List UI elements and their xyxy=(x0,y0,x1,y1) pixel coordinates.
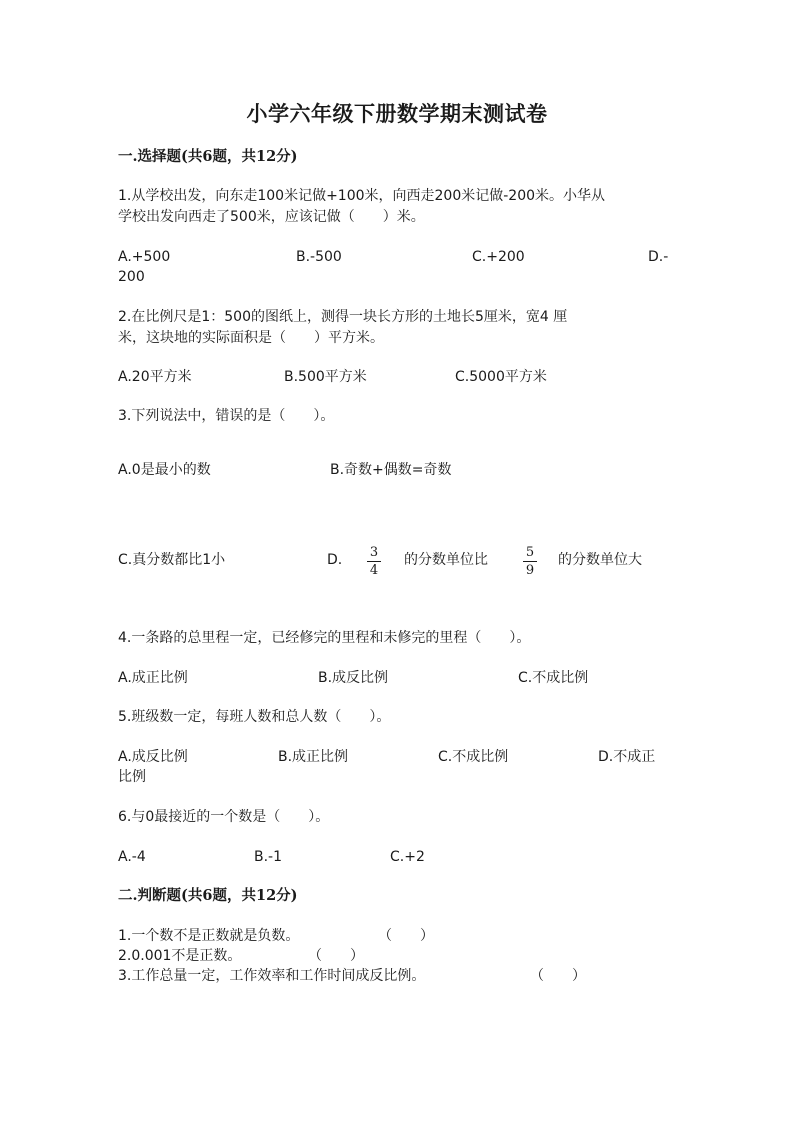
section-header-judgement: 二.判断题(共6题，共12分) xyxy=(118,887,298,904)
question-2-line-1: 2.在比例尺是1：500的图纸上，测得一块长方形的土地长5厘米，宽4 厘 xyxy=(118,309,568,325)
question-6-text: 6.与0最接近的一个数是（ ）。 xyxy=(118,809,330,825)
question-5-option-a: A.成反比例 xyxy=(118,749,188,765)
fraction-three-quarters xyxy=(366,545,382,578)
question-3-text: 3.下列说法中，错误的是（ ）。 xyxy=(118,408,335,424)
fraction-2-denominator: 9 xyxy=(525,563,535,578)
question-4-text: 4.一条路的总里程一定，已经修完的里程和未修完的里程（ ）。 xyxy=(118,630,531,646)
question-5-option-d-continued: 比例 xyxy=(118,769,146,785)
fraction-1-numerator: 3 xyxy=(369,545,379,560)
question-5-text: 5.班级数一定，每班人数和总人数（ ）。 xyxy=(118,709,391,725)
fraction-1-denominator: 4 xyxy=(369,563,379,578)
question-3-option-d-middle: 的分数单位比 xyxy=(404,552,488,568)
question-1-option-b: B.-500 xyxy=(296,249,342,265)
question-2-option-c: C.5000平方米 xyxy=(455,369,547,385)
question-2-line-2: 米，这块地的实际面积是（ ）平方米。 xyxy=(118,330,384,346)
question-3-option-c: C.真分数都比1小 xyxy=(118,552,226,568)
question-1-option-a: A.+500 xyxy=(118,249,171,265)
fraction-2-bar xyxy=(523,561,537,562)
question-1-option-d-continued: 200 xyxy=(118,269,145,285)
question-3-option-b: B.奇数+偶数=奇数 xyxy=(330,462,452,478)
question-4-option-b: B.成反比例 xyxy=(318,670,389,686)
question-1-line-2: 学校出发向西走了500米，应该记做（ ）米。 xyxy=(118,209,425,225)
question-6-option-a: A.-4 xyxy=(118,849,146,865)
question-2-option-b: B.500平方米 xyxy=(284,369,367,385)
question-4-option-a: A.成正比例 xyxy=(118,670,188,686)
question-1-option-c: C.+200 xyxy=(472,249,525,265)
section-header-choice: 一.选择题(共6题，共12分) xyxy=(118,148,298,165)
question-3-option-a: A.0是最小的数 xyxy=(118,462,211,478)
question-3-option-d-prefix: D. xyxy=(327,552,343,568)
fraction-1-bar xyxy=(367,561,381,562)
question-1-line-1: 1.从学校出发，向东走100米记做+100米，向西走200米记做-200米。小华从 xyxy=(118,188,606,204)
question-2-option-a: A.20平方米 xyxy=(118,369,192,385)
judgement-2-answer-blank: （ ） xyxy=(308,948,364,964)
judgement-1-text: 1.一个数不是正数就是负数。 xyxy=(118,928,300,944)
page-title: 小学六年级下册数学期末测试卷 xyxy=(246,101,548,126)
question-5-option-d: D.不成正 xyxy=(598,749,656,765)
question-3-option-d-suffix: 的分数单位大 xyxy=(558,552,642,568)
question-5-option-c: C.不成比例 xyxy=(438,749,509,765)
judgement-2-text: 2.0.001不是正数。 xyxy=(118,948,242,964)
judgement-3-text: 3.工作总量一定，工作效率和工作时间成反比例。 xyxy=(118,968,426,984)
question-4-option-c: C.不成比例 xyxy=(518,670,589,686)
question-1-option-d: D.- xyxy=(648,249,669,265)
question-6-option-b: B.-1 xyxy=(254,849,283,865)
fraction-five-ninths xyxy=(522,545,538,578)
judgement-1-answer-blank: （ ） xyxy=(378,928,434,944)
fraction-2-numerator: 5 xyxy=(525,545,535,560)
question-6-option-c: C.+2 xyxy=(390,849,425,865)
question-5-option-b: B.成正比例 xyxy=(278,749,349,765)
judgement-3-answer-blank: （ ） xyxy=(530,968,586,984)
